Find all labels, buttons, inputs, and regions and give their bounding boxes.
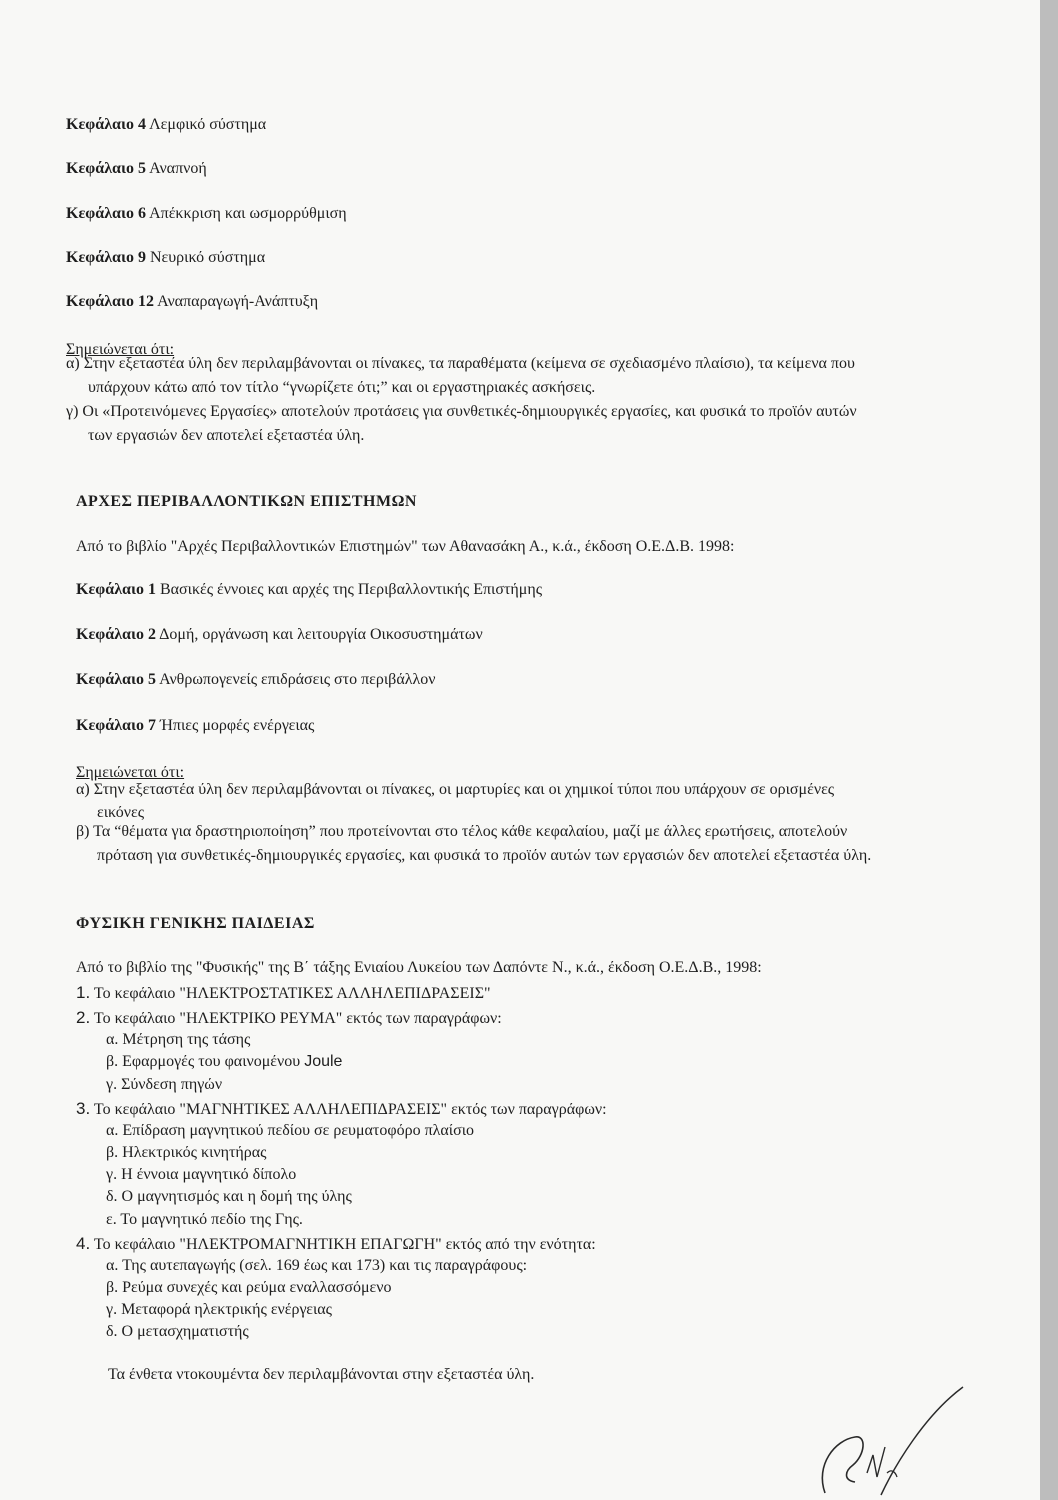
sub-item: α. Της αυτεπαγωγής (σελ. 169 έως και 173) και τις παραγράφους: — [106, 1257, 528, 1274]
item-text: Το κεφάλαιο "ΗΛΕΚΤΡΟΜΑΓΝΗΤΙΚΗ ΕΠΑΓΩΓΗ" εκτός από την ενότητα: — [93, 1236, 596, 1253]
chapter-label: Κεφάλαιο — [66, 293, 134, 310]
joule-term: Joule — [304, 1053, 343, 1070]
footer-note: Τα ένθετα ντοκουμέντα δεν περιλαμβάνονται στην εξεταστέα ύλη. — [108, 1366, 535, 1383]
chapter-title: Ήπιες μορφές ενέργειας — [159, 717, 315, 734]
note-line: των εργασιών δεν αποτελεί εξεταστέα ύλη. — [88, 427, 365, 444]
chapter-label: Κεφάλαιο — [66, 249, 134, 266]
sub-item: ε. Το μαγνητικό πεδίο της Γης. — [106, 1211, 303, 1228]
chapter-line — [66, 292, 318, 312]
sub-item: β. Ηλεκτρικός κινητήρας — [106, 1144, 267, 1161]
chapter-line — [76, 670, 435, 690]
book-source: Από το βιβλίο της "Φυσικής" της Β΄ τάξης Ενιαίου Λυκείου των Δαπόντε Ν., κ.ά., έκδοση Ο.Ε.Δ.Β., 1998: — [76, 959, 762, 976]
chapter-title: Αναπαραγωγή-Ανάπτυξη — [157, 293, 319, 310]
note-line: α) Στην εξεταστέα ύλη δεν περιλαμβάνονται οι πίνακες, οι μαρτυρίες και οι χημικοί τύποι που υπάρχουν σε ορισμένες — [76, 781, 835, 798]
note-heading: Σημειώνεται ότι: — [66, 341, 175, 358]
note-heading: Σημειώνεται ότι: — [76, 764, 185, 781]
item-number: 2. — [76, 1008, 91, 1027]
page-edge — [1040, 0, 1058, 1500]
signature — [815, 1385, 975, 1500]
list-item — [76, 983, 491, 1004]
chapter-title: Λεμφικό σύστημα — [149, 116, 267, 133]
item-number: 1. — [76, 983, 91, 1002]
chapter-number: 5 — [137, 160, 146, 177]
note-line: β) Τα “θέματα για δραστηριοποίηση” που προτείνονται στο τέλος κάθε κεφαλαίου, μαζί με άλλες ερωτήσεις, αποτελούν — [76, 823, 848, 840]
item-text: Το κεφάλαιο "ΗΛΕΚΤΡΟΣΤΑΤΙΚΕΣ ΑΛΛΗΛΕΠΙΔΡΑΣΕΙΣ" — [93, 985, 491, 1002]
note-line: πρόταση για συνθετικές-δημιουργικές εργασίες, και φυσικά το προϊόν αυτών των εργασιών δεν αποτελεί εξεταστέα ύλη. — [97, 847, 872, 864]
chapter-label: Κεφάλαιο 2 — [76, 626, 156, 643]
sub-item: β. Ρεύμα συνεχές και ρεύμα εναλλασσόμενο — [106, 1279, 392, 1296]
section-heading: ΑΡΧΕΣ ΠΕΡΙΒΑΛΛΟΝΤΙΚΩΝ ΕΠΙΣΤΗΜΩΝ — [76, 493, 417, 510]
chapter-title: Απέκκριση και ωσμορρύθμιση — [149, 205, 347, 222]
chapter-label: Κεφάλαιο 7 — [76, 717, 156, 734]
chapter-number: 6 — [137, 205, 146, 222]
note-line: α) Στην εξεταστέα ύλη δεν περιλαμβάνονται οι πίνακες, τα παραθέματα (κείμενα σε σχεδιασμένο πλαίσιο), τα κείμενα που — [66, 355, 855, 372]
chapter-number: 12 — [137, 293, 154, 310]
chapter-title: Ανθρωπογενείς επιδράσεις στο περιβάλλον — [159, 671, 436, 688]
chapter-number: 9 — [137, 249, 146, 266]
chapter-label: Κεφάλαιο 5 — [76, 671, 156, 688]
sub-item: δ. Ο μετασχηματιστής — [106, 1323, 249, 1340]
chapter-label: Κεφάλαιο — [66, 160, 134, 177]
chapter-line — [66, 248, 265, 268]
note-line: γ) Οι «Προτεινόμενες Εργασίες» αποτελούν προτάσεις για συνθετικές-δημιουργικές εργασίες, και φυσικά το προϊόν αυτών — [66, 403, 857, 420]
item-text: Το κεφάλαιο "ΜΑΓΝΗΤΙΚΕΣ ΑΛΛΗΛΕΠΙΔΡΑΣΕΙΣ" εκτός των παραγράφων: — [93, 1101, 607, 1118]
list-item — [76, 1234, 596, 1255]
sub-item: γ. Μεταφορά ηλεκτρικής ενέργειας — [106, 1301, 333, 1318]
sub-item: α. Μέτρηση της τάσης — [106, 1031, 251, 1048]
sub-item — [106, 1052, 342, 1072]
note-line: υπάρχουν κάτω από τον τίτλο “γνωρίζετε ότι;” και οι εργαστηριακές ασκήσεις. — [88, 379, 596, 396]
chapter-line — [76, 580, 542, 600]
chapter-title: Αναπνοή — [149, 160, 207, 177]
chapter-label: Κεφάλαιο — [66, 116, 134, 133]
sub-item: α. Επίδραση μαγνητικού πεδίου σε ρευματοφόρο πλαίσιο — [106, 1122, 475, 1139]
chapter-line — [76, 716, 314, 736]
item-number: 4. — [76, 1234, 91, 1253]
note-line: εικόνες — [97, 804, 145, 821]
chapter-line — [66, 159, 207, 179]
chapter-label: Κεφάλαιο 1 — [76, 581, 156, 598]
chapter-title: Βασικές έννοιες και αρχές της Περιβαλλοντικής Επιστήμης — [159, 581, 543, 598]
list-item — [76, 1008, 502, 1029]
item-text: Το κεφάλαιο "ΗΛΕΚΤΡΙΚΟ ΡΕΥΜΑ" εκτός των παραγράφων: — [93, 1010, 502, 1027]
chapter-line — [76, 625, 483, 645]
item-number: 3. — [76, 1099, 91, 1118]
chapter-label: Κεφάλαιο — [66, 205, 134, 222]
book-source: Από το βιβλίο "Αρχές Περιβαλλοντικών Επιστημών" των Αθανασάκη Α., κ.ά., έκδοση Ο.Ε.Δ.Β. 1998: — [76, 538, 735, 555]
chapter-title: Δομή, οργάνωση και λειτουργία Οικοσυστημάτων — [159, 626, 483, 643]
section-heading: ΦΥΣΙΚΗ ΓΕΝΙΚΗΣ ΠΑΙΔΕΙΑΣ — [76, 915, 315, 932]
chapter-line — [66, 115, 266, 135]
sub-item-text: β. Εφαρμογές του φαινομένου — [106, 1053, 301, 1070]
chapter-line — [66, 204, 347, 224]
list-item — [76, 1099, 607, 1120]
sub-item: δ. Ο μαγνητισμός και η δομή της ύλης — [106, 1188, 352, 1205]
chapter-number: 4 — [137, 116, 146, 133]
sub-item: γ. Σύνδεση πηγών — [106, 1076, 223, 1093]
chapter-title: Νευρικό σύστημα — [149, 249, 266, 266]
sub-item: γ. Η έννοια μαγνητικό δίπολο — [106, 1166, 297, 1183]
